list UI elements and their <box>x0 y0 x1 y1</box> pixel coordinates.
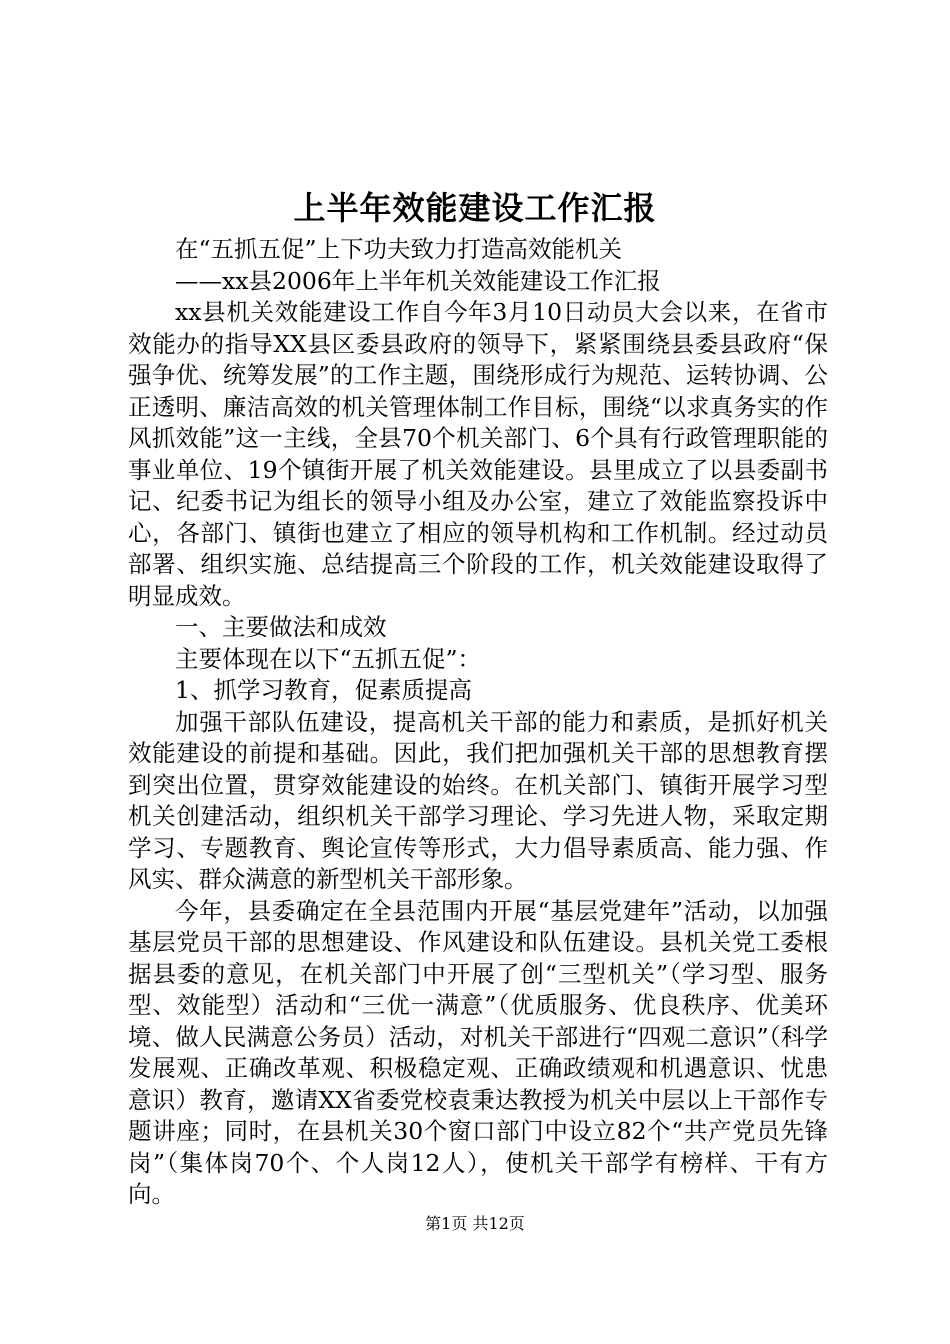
body-paragraph: 主要体现在以下“五抓五促”： <box>175 644 482 673</box>
subtitle-line-2: ——xx县2006年上半年机关效能建设工作汇报 <box>175 266 661 295</box>
document-title: 上半年效能建设工作汇报 <box>293 189 657 227</box>
body-paragraph: xx县机关效能建设工作自今年3月10日动员大会以来，在省市效能办的指导XX县区委县政府的领导下，紧紧围绕县委县政府“保强争优、统筹发展”的工作主题，围绕形成行为规范、运转协调、公正透明、廉洁高效的机关管理体制工作目标，围绕“以求真务实的作风抓效能”这一主线，全县70个机关部门、6个具有行政管理职能的事业单位、19个镇街开展了机关效能建设。县里成立了以县委副书记、纪委书记为组长的领导小组及办公室，建立了效能监察投诉中心，各部门、镇街也建立了相应的领导机构和工作机制。经过动员部署、组织实施、总结提高三个阶段的工作，机关效能建设取得了明显成效。 <box>128 298 828 610</box>
page-number-footer: 第1页 共12页 <box>425 1214 525 1233</box>
document-body <box>128 234 828 1211</box>
subsection-heading: 1、抓学习教育，促素质提高 <box>175 676 472 704</box>
body-paragraph: 今年，县委确定在全县范围内开展“基层党建年”活动，以加强基层党员干部的思想建设、作风建设和队伍建设。县机关党工委根据县委的意见，在机关部门中开展了创“三型机关”（学习型、服务型、效能型）活动和“三优一满意”（优质服务、优良秩序、优美环境、做人民满意公务员）活动，对机关干部进行“四观二意识”（科学发展观、正确改革观、积极稳定观、正确政绩观和机遇意识、忧患意识）教育，邀请XX省委党校袁秉达教授为机关中层以上干部作专题讲座；同时，在县机关30个窗口部门中设立82个“共产党员先锋岗”（集体岗70个、个人岗12人），使机关干部学有榜样、干有方向。 <box>128 896 828 1208</box>
body-paragraph: 加强干部队伍建设，提高机关干部的能力和素质，是抓好机关效能建设的前提和基础。因此，我们把加强机关干部的思想教育摆到突出位置，贯穿效能建设的始终。在机关部门、镇街开展学习型机关创建活动，组织机关干部学习理论、学习先进人物，采取定期学习、专题教育、舆论宣传等形式，大力倡导素质高、能力强、作风实、群众满意的新型机关干部形象。 <box>128 707 828 893</box>
subtitle-line-1: 在“五抓五促”上下功夫致力打造高效能机关 <box>175 235 623 263</box>
section-heading: 一、主要做法和成效 <box>175 613 387 641</box>
